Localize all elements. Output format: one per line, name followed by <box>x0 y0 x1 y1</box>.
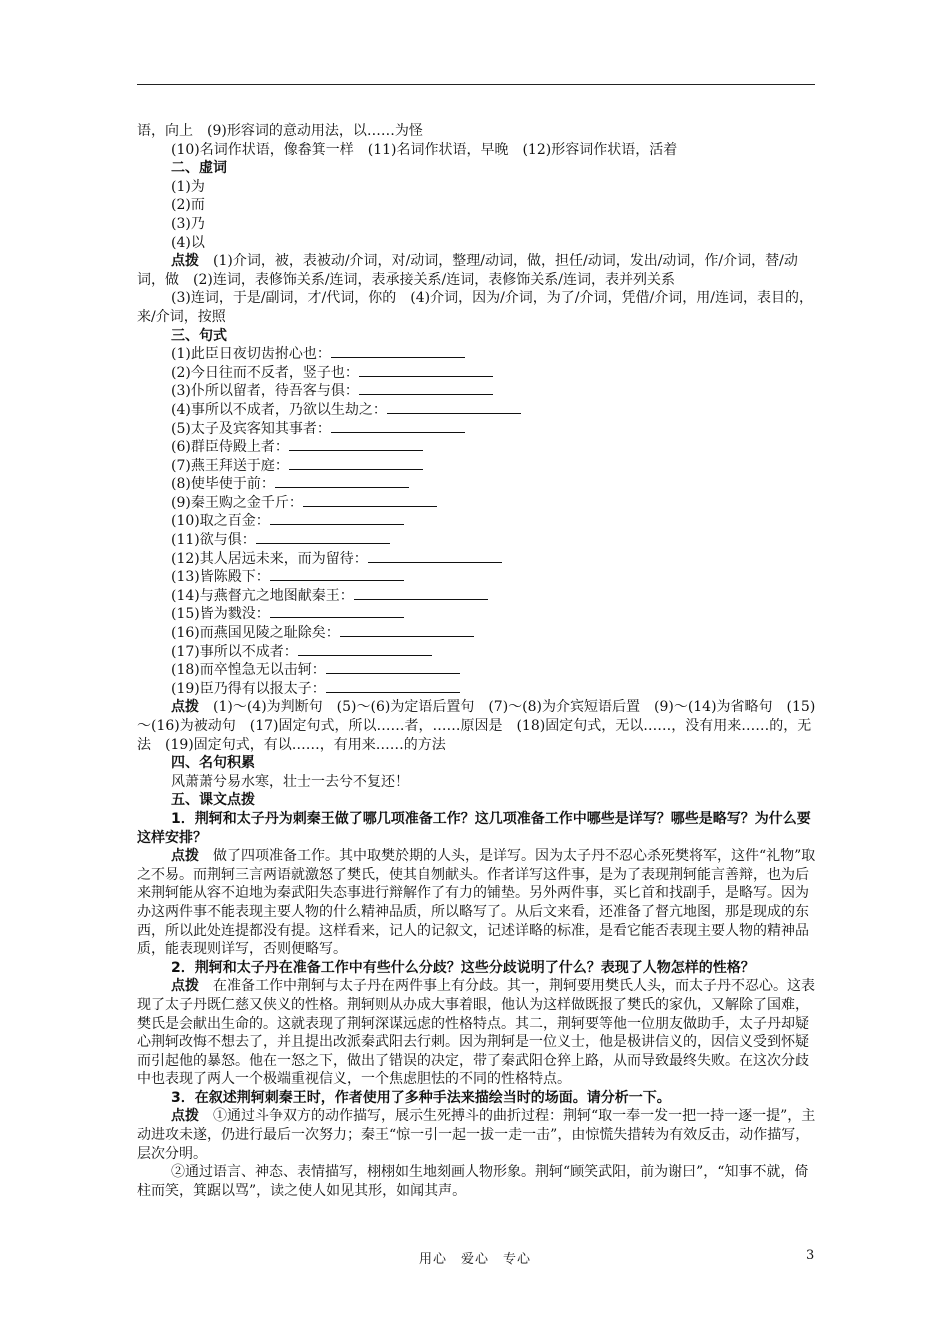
answer-blank[interactable] <box>326 661 460 674</box>
note-text: (1)介词，被，表被动/介词，对/动词，整理/动词，做，担任/动词，发出/动词，作/介词，替/动词，做 (2)连词，表修饰关系/连词，表承接关系/连词，表修饰关系/连词，表并列关系 <box>137 253 798 288</box>
jushi-note <box>137 698 817 754</box>
jushi-text: (5)太子及宾客知其事者： <box>171 420 331 437</box>
answer-text: 在准备工作中荆轲与太子丹在两件事上有分歧。其一，荆轲要用樊氏人头，而太子丹不忍心。这表现了太子丹既仁慈又侠义的性格。荆轲则从办成大事着眼，他认为这样做既报了樊氏的家仇，又解除了国难，樊氏是会献出生命的。这就表现了荆轲深谋远虑的性格特点。其二，荆轲要等他一位朋友做助手，太子丹却疑心荆轲改悔不想去了，并且提出改派秦武阳去行刺。因为荆轲是一位义士，他是极讲信义的，因信义受到怀疑而引起他的暴怒。他在一怒之下，做出了错误的决定，带了秦武阳仓猝上路，从而导致最终失败。在这次分歧中也表现了两人一个极端重视信义，一个焦虑胆怯的不同的性格特点。 <box>137 978 815 1088</box>
answer-2 <box>137 977 817 1089</box>
answer-blank[interactable] <box>256 531 390 544</box>
question-1: 1．荆轲和太子丹为刺秦王做了哪几项准备工作？这几项准备工作中哪些是详写？哪些是略写？为什么要这样安排？ <box>137 810 811 846</box>
jushi-item <box>137 550 817 569</box>
jushi-text: (15)皆为戮没： <box>171 606 270 623</box>
answer-blank[interactable] <box>340 624 474 637</box>
jushi-item <box>137 401 817 420</box>
jushi-text: (16)而燕国见陵之耻除矣： <box>171 625 340 642</box>
jushi-text: (18)而卒惶急无以击轲： <box>171 662 326 679</box>
header-rule <box>137 84 815 85</box>
page-number: 3 <box>806 1248 815 1263</box>
jushi-text: (19)臣乃得有以报太子： <box>171 680 326 697</box>
answer-3 <box>137 1107 817 1163</box>
jushi-item <box>137 624 817 643</box>
jushi-item <box>137 382 817 401</box>
footer-motto: 用心 爱心 专心 <box>418 1252 531 1267</box>
answer-blank[interactable] <box>359 364 493 377</box>
question-2: 2．荆轲和太子丹在准备工作中有些什么分歧？这些分歧说明了什么？表现了人物怎样的性格？ <box>171 959 755 976</box>
jushi-item <box>137 643 817 662</box>
dianbo-label: 点拨 <box>171 1108 199 1125</box>
dianbo-label: 点拨 <box>171 978 199 995</box>
answer-blank[interactable] <box>270 605 404 618</box>
dianbo-label: 点拨 <box>171 699 199 716</box>
dianbo-label: 点拨 <box>171 848 199 865</box>
jushi-text: (11)欲与俱： <box>171 532 256 549</box>
jushi-text: (6)群臣侍殿上者： <box>171 439 289 456</box>
jushi-text: (4)事所以不成者，乃欲以生劫之： <box>171 401 387 418</box>
answer-blank[interactable] <box>354 587 488 600</box>
famous-line: 风萧萧兮易水寒，壮士一去兮不复还！ <box>171 773 409 790</box>
section-heading-xuci: 二、虚词 <box>171 160 227 177</box>
section-heading-dianbo: 五、课文点拨 <box>171 792 255 809</box>
jushi-list <box>137 345 817 698</box>
jushi-text: (1)此臣日夜切齿拊心也： <box>171 346 331 363</box>
answer-blank[interactable] <box>298 643 432 656</box>
answer-blank[interactable] <box>387 401 521 414</box>
answer-blank[interactable] <box>303 494 437 507</box>
jushi-text: (8)使毕使于前： <box>171 476 275 493</box>
jushi-text: (3)仆所以留者，待吾客与俱： <box>171 383 359 400</box>
xuci-item: (3)乃 <box>171 215 205 232</box>
answer-blank[interactable] <box>331 420 465 433</box>
jushi-item <box>137 494 817 513</box>
xuci-note-2: (3)连词，于是/副词，才/代词，你的 (4)介词，因为/介词，为了/介词，凭借/介词，用/连词，表目的，来/介词，按照 <box>137 290 813 325</box>
jushi-item <box>137 680 817 699</box>
jushi-text: (9)秦王购之金千斤： <box>171 494 303 511</box>
answer-blank[interactable] <box>289 438 423 451</box>
dianbo-label: 点拨 <box>171 253 199 270</box>
jushi-item <box>137 420 817 439</box>
answer-blank[interactable] <box>331 345 465 358</box>
document-body <box>137 122 817 1200</box>
jushi-text: (10)取之百金： <box>171 513 270 530</box>
xuci-item: (4)以 <box>171 234 205 251</box>
jushi-item <box>137 605 817 624</box>
jushi-text: (13)皆陈殿下： <box>171 569 270 586</box>
answer-text: 做了四项准备工作。其中取樊於期的人头，是详写。因为太子丹不忍心杀死樊将军，这件“礼物”取之不易。而荆轲三言两语就激怒了樊氏，使其自刎献头。作者详写这件事，是为了表现荆轲能言善辩，也为后来荆轲能从容不迫地为秦武阳失态事进行辩解作了有力的铺垫。另外两件事，买匕首和找副手，是略写。因为办这两件事不能表现主要人物的什么精神品质，所以略写了。从后文来看，还准备了督亢地图，那是现成的东西，所以此处连提都没有提。这样看来，记人的记叙文，记述详略的标准，是看它能否表现主要人物的精神品质，能表现则详写，否则便略写。 <box>137 848 816 958</box>
jushi-item <box>137 457 817 476</box>
section-heading-jushi: 三、句式 <box>171 327 227 344</box>
answer-blank[interactable] <box>368 550 502 563</box>
answer-text: ①通过斗争双方的动作描写，展示生死搏斗的曲折过程：荆轲“取一奉一发一把一持一逐一提”，主动进攻未遂，仍进行最后一次努力；秦王“惊一引一起一拔一走一击”，由惊慌失措转为有效反击，动作描写，层次分明。 <box>137 1108 816 1162</box>
xuci-item: (1)为 <box>171 178 205 195</box>
jushi-item <box>137 661 817 680</box>
jushi-item <box>137 345 817 364</box>
text-line: (10)名词作状语，像畚箕一样 (11)名词作状语，早晚 (12)形容词作状语，活着 <box>171 141 678 158</box>
jushi-item <box>137 438 817 457</box>
jushi-item <box>137 568 817 587</box>
answer-blank[interactable] <box>326 680 460 693</box>
jushi-text: (14)与燕督亢之地图献秦王： <box>171 587 354 604</box>
answer-1 <box>137 847 817 959</box>
answer-blank[interactable] <box>270 512 404 525</box>
question-3: 3．在叙述荆轲刺秦王时，作者使用了多种手法来描绘当时的场面。请分析一下。 <box>171 1089 671 1106</box>
answer-3-part-2: ②通过语言、神态、表情描写，栩栩如生地刻画人物形象。荆轲“顾笑武阳，前为谢曰”，“知事不就，倚柱而笑，箕踞以骂”，读之使人如见其形，如闻其声。 <box>137 1164 809 1199</box>
section-heading-mingju: 四、名句积累 <box>171 755 255 772</box>
jushi-text: (2)今日往而不反者，竖子也： <box>171 364 359 381</box>
answer-blank[interactable] <box>289 457 423 470</box>
jushi-item <box>137 531 817 550</box>
jushi-text: (12)其人居远未来，而为留待： <box>171 550 368 567</box>
answer-blank[interactable] <box>275 475 409 488</box>
answer-blank[interactable] <box>270 568 404 581</box>
text-line: 语，向上 (9)形容词的意动用法，以……为怪 <box>137 123 423 139</box>
xuci-item: (2)而 <box>171 197 205 214</box>
jushi-text: (7)燕王拜送于庭： <box>171 457 289 474</box>
answer-blank[interactable] <box>359 382 493 395</box>
jushi-item <box>137 475 817 494</box>
jushi-item <box>137 512 817 531</box>
jushi-text: (17)事所以不成者： <box>171 643 298 660</box>
jushi-item <box>137 587 817 606</box>
jushi-item <box>137 364 817 383</box>
note-text: (1)～(4)为判断句 (5)～(6)为定语后置句 (7)～(8)为介宾短语后置 (9)～(14)为省略句 (15)～(16)为被动句 (17)固定句式，所以……者，……原因是 (18)固定句式，无以……，没有用来……的，无法 (19)固定句式，有以……，有用来……的方法 <box>137 699 816 753</box>
xuci-note <box>137 252 817 289</box>
